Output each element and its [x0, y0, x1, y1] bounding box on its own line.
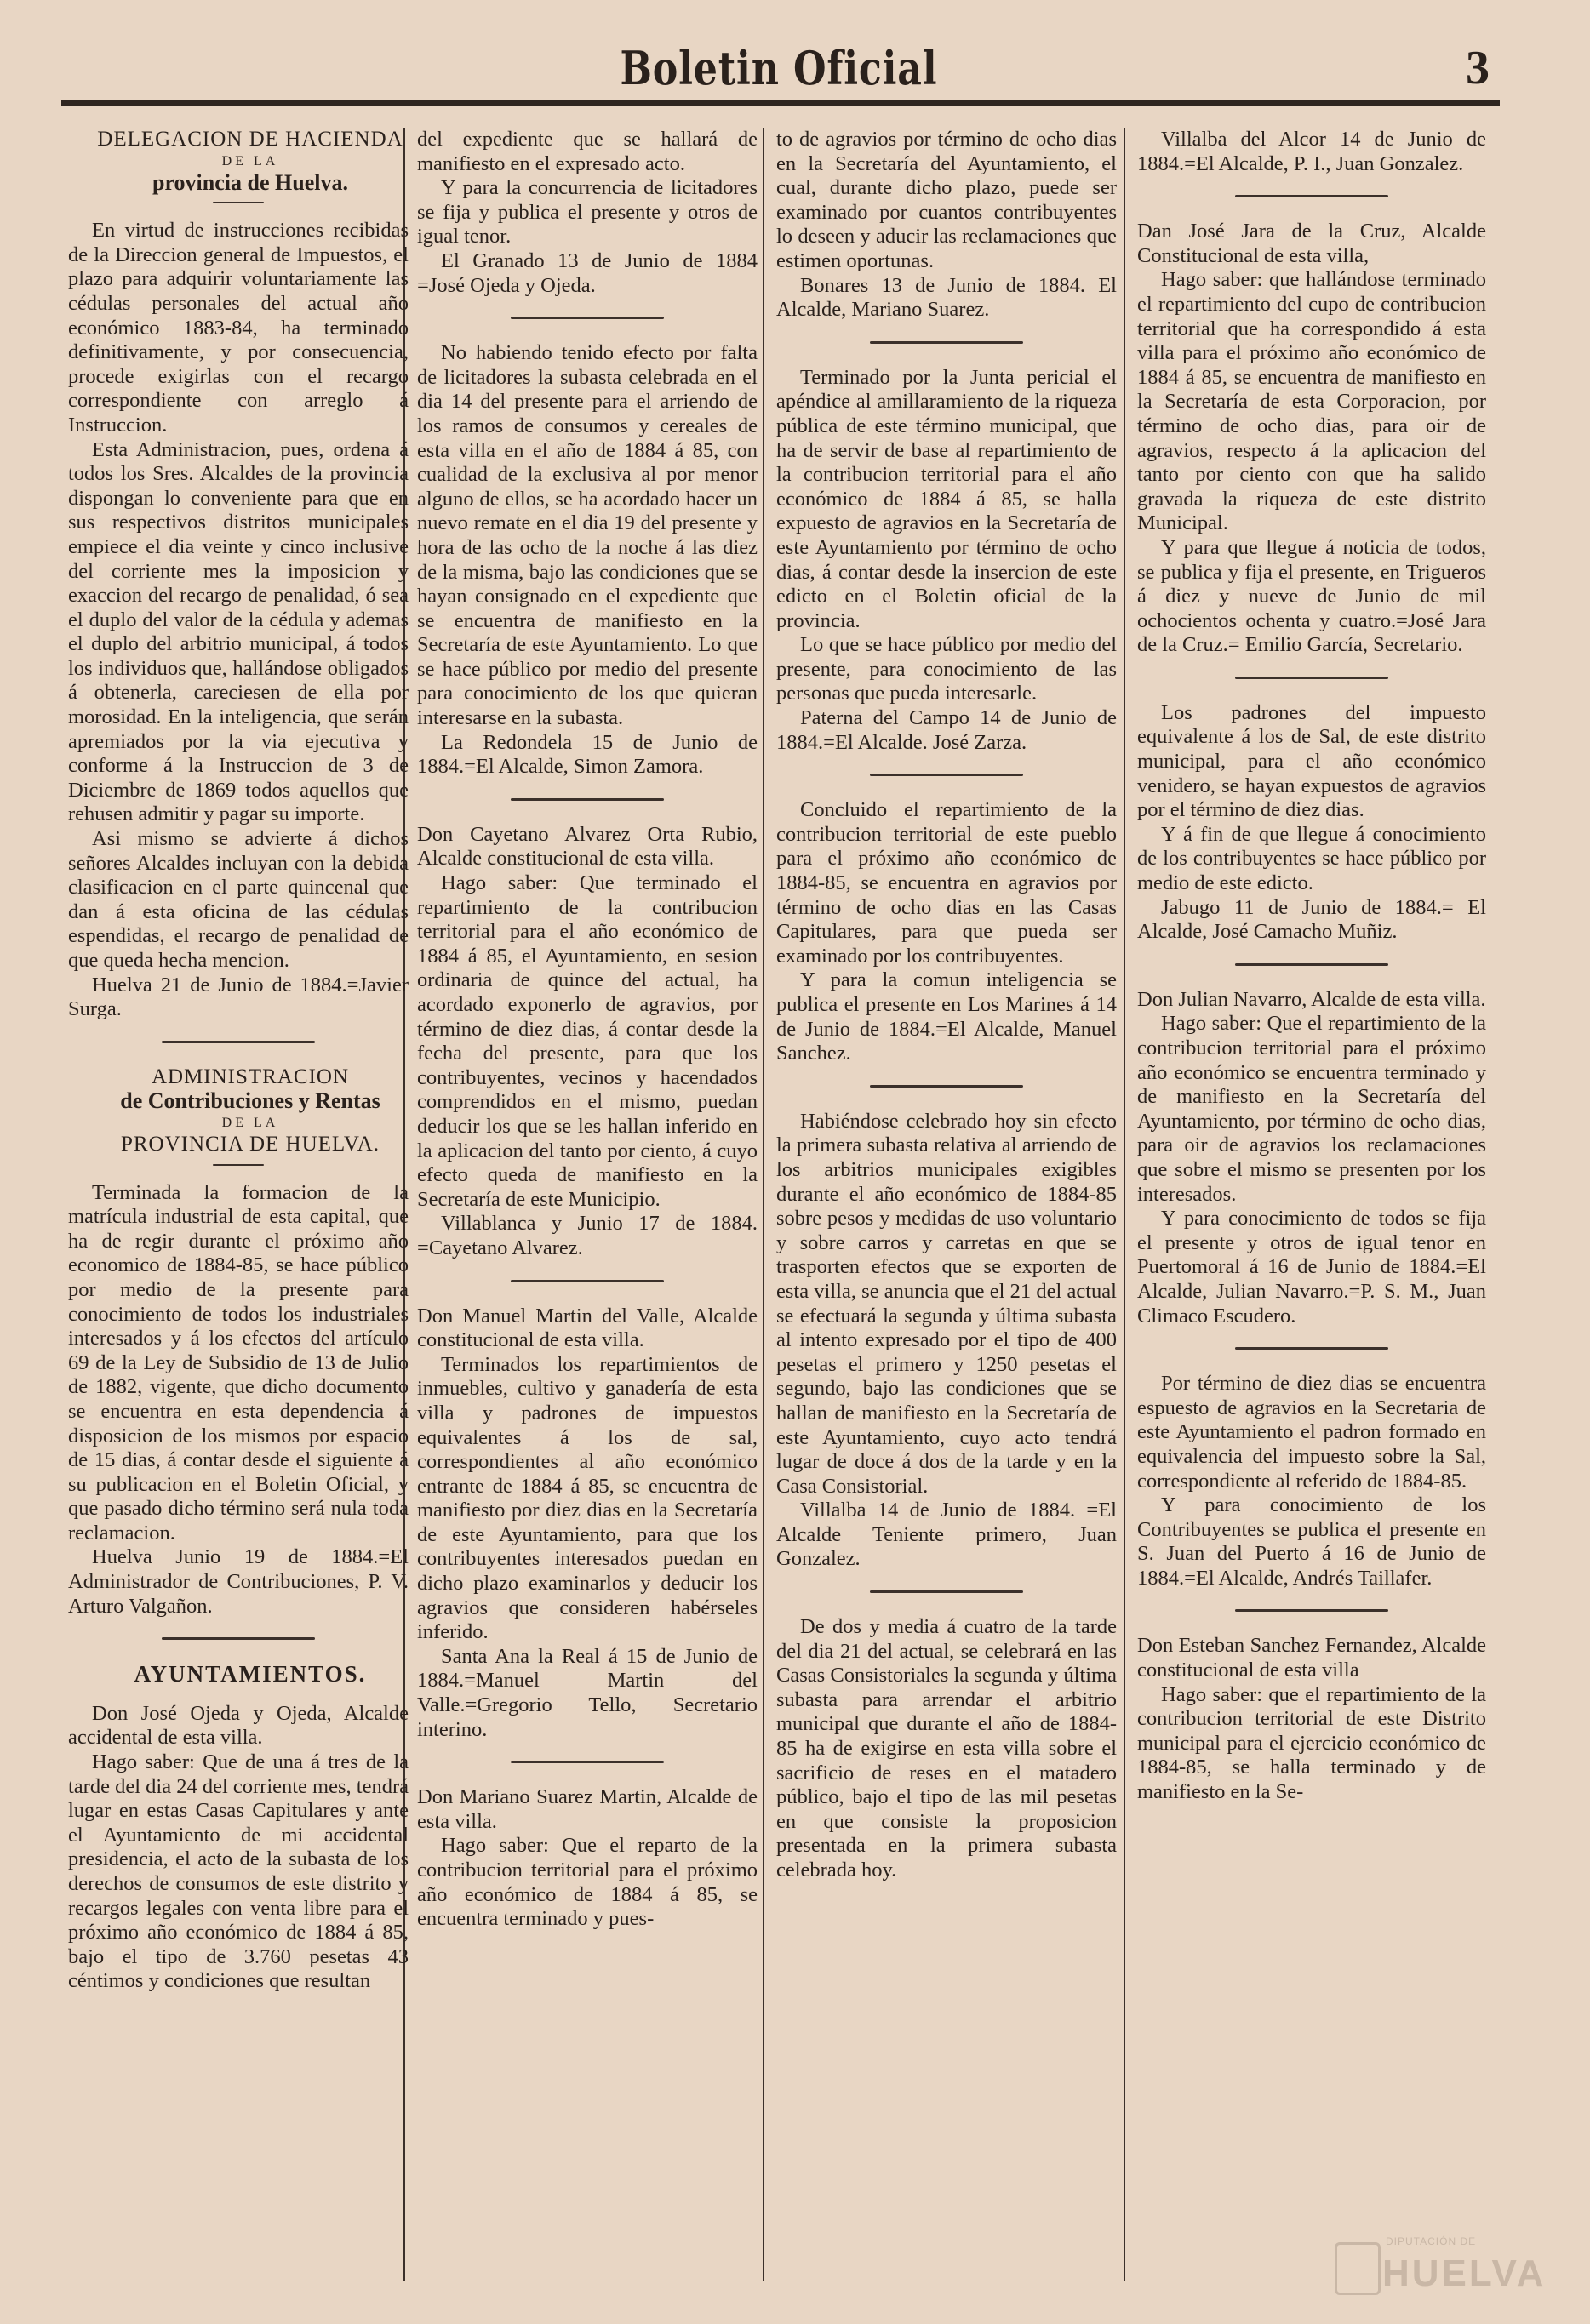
- section-heading: DELEGACION DE HACIENDA: [97, 128, 403, 151]
- section-heading: DE LA: [221, 1115, 279, 1130]
- signature: La Redondela 15 de Junio de 1884.=El Alcalde, Simon Zamora.: [417, 730, 758, 779]
- section-heading: de Contribuciones y Rentas: [120, 1088, 380, 1114]
- paragraph: No habiendo tenido efecto por falta de licitadores la subasta celebrada en el dia 14 del presente para el arriendo de los ramos de consumos y cereales de esta villa en el año de 1884 á 85, con cualidad de la exclusiva al por menor alguno de ellos, se ha acordado hacer un nuevo remate en el dia 19 del presente y hora de las ocho de la noche á las diez de la misma, bajo las condiciones que se hayan consignado en el expediente que se encuentra de manifiesto en la Secretaría de este Ayuntamiento. Lo que se hace público por medio del presente para conocimiento de los que quieran interesarse en la subasta.: [417, 341, 758, 730]
- paragraph: to de agravios por término de ocho dias en la Secretaría del Ayuntamiento, el cual, durante dicho plazo, puede ser examinado por cuantos contribuyentes lo deseen y aducir las reclamaciones que estimen oportunas.: [776, 128, 1117, 272]
- paragraph: Terminados los repartimientos de inmuebles, cultivo y ganadería de esta villa y padrones de impuestos equivalentes á los de sal, correspondientes al año económico entrante de 1884 á 85, se encuentra de manifiesto por diez dias en la Secretaría de este Ayuntamiento, para que los contribuyentes interesados puedan en dicho plazo examinarlos y deducir los agravios que consideren habérseles inferido.: [417, 1352, 758, 1644]
- paragraph: Los padrones del impuesto equivalente á los de Sal, de este distrito municipal, para el año económico venidero, se hayan expuestos de agravios por el término de diez dias.: [1137, 700, 1486, 822]
- notice-heading: Don Cayetano Alvarez Orta Rubio, Alcalde constitucional de esta villa.: [417, 822, 758, 871]
- watermark-line: HUELVA: [1382, 2253, 1547, 2294]
- separator: [1235, 677, 1388, 679]
- notice-heading: Don Mariano Suarez Martin, Alcalde de esta villa.: [417, 1785, 758, 1833]
- paragraph: Concluido el repartimiento de la contribucion territorial de este pueblo para el próximo año económico de 1884-85, se encuentra en agravios por término de ocho dias en las Casas Capitulares, para que pueda ser examinado por los contribuyentes.: [776, 798, 1117, 968]
- signature: Villalba del Alcor 14 de Junio de 1884.=El Alcalde, P. I., Juan Gonzalez.: [1137, 128, 1486, 175]
- separator: [870, 1590, 1023, 1593]
- separator: [511, 317, 664, 319]
- section-heading: PROVINCIA DE HUELVA.: [120, 1132, 380, 1156]
- signature: Villalba 14 de Junio de 1884. =El Alcalde Teniente primero, Juan Gonzalez.: [776, 1499, 1117, 1571]
- paragraph: Habiéndose celebrado hoy sin efecto la primera subasta relativa al arriendo de los arbitrios municipales exigibles durante el año económico de 1884-85 sobre pesos y medidas de uso voluntario y sobre carros y carretas en que se trasporten efectos que se exporten de esta villa, se anuncia que el 21 del actual se efectuará la segunda y última subasta al intento expresado por el tipo de 400 pesetas el primero y 1250 pesetas el segundo, bajo las condiciones que se hallan de manifiesto en la Secretaría de este Ayuntamiento, cuyo acto tendrá lugar de doce á dos de la tarde y en la Casa Consistorial.: [776, 1109, 1117, 1498]
- paragraph: Lo que se hace público por medio del presente, para conocimiento de las personas que pueda interesarle.: [776, 633, 1117, 705]
- column-divider: [763, 128, 764, 2281]
- crest-icon: [1335, 2242, 1381, 2295]
- notice-heading: Don Esteban Sanchez Fernandez, Alcalde constitucional de esta villa: [1137, 1634, 1486, 1682]
- paragraph: Y para conocimiento de los Contribuyentes se publica el presente en S. Juan del Puerto á 16 de Junio de 1884.=El Alcalde, Andrés Taillafer.: [1137, 1493, 1486, 1590]
- paragraph: Terminado por la Junta pericial el apéndice al amillaramiento de la riqueza pública de este término municipal, que ha de servir de base al repartimiento de la contribucion territorial para el año económico de 1884 á 85, se halla expuesto de agravios en la Secretaría de este Ayuntamiento por término de ocho dias, á contar desde la insercion de este edicto en el Boletin oficial de la provincia.: [776, 365, 1117, 632]
- separator: [213, 202, 264, 203]
- separator: [162, 1041, 315, 1043]
- separator: [511, 1761, 664, 1763]
- masthead: [60, 34, 1498, 111]
- notice-heading: Don José Ojeda y Ojeda, Alcalde accidental de esta villa.: [68, 1701, 409, 1750]
- signature: Villablanca y Junio 17 de 1884. =Cayetano Alvarez.: [417, 1212, 758, 1259]
- notice-heading: Don Julian Navarro, Alcalde de esta villa.: [1137, 987, 1486, 1011]
- section-heading: provincia de Huelva.: [152, 169, 348, 195]
- paragraph: Hago saber: que hallándose terminado el repartimiento del cupo de contribucion territorial que ha correspondido á esta villa para el próximo año económico de 1884 á 85, se encuentra de manifiesto en la Secretaría de esta Corporacion, por término de ocho dias, para oir de agravios, respecto á la aplicacion del tanto por ciento con que ha salido gravada la riqueza de este distrito Municipal.: [1137, 268, 1486, 535]
- separator: [870, 774, 1023, 776]
- paragraph: Asi mismo se advierte á dichos señores Alcaldes incluyan con la debida clasificacion en el parte quincenal que dan á esta oficina de las cédulas espendidas, el recargo de penalidad de que queda hecha mencion.: [68, 827, 409, 972]
- column-3: [776, 128, 1117, 2306]
- paragraph: Hago saber: Que de una á tres de la tarde del dia 24 del corriente mes, tendrá lugar en estas Casas Capitulares y ante el Ayuntamiento de mi accidental presidencia, el acto de la subasta de los derechos de consumos de este distrito y recargos legales con venta libre para el próximo año económico de 1884 á 85, bajo el tipo de 3.760 pesetas 43 céntimos y condiciones que resultan: [68, 1750, 409, 1993]
- column-2: [417, 128, 758, 2306]
- separator: [1235, 1609, 1388, 1612]
- paragraph: Y á fin de que llegue á conocimiento de los contribuyentes se hace público por medio de este edicto.: [1137, 822, 1486, 895]
- newspaper-title: Boletin Oficial: [620, 41, 938, 95]
- signature: Paterna del Campo 14 de Junio de 1884.=El Alcalde. José Zarza.: [776, 706, 1117, 754]
- separator: [870, 1085, 1023, 1088]
- separator: [511, 798, 664, 801]
- paragraph: Hago saber: Que el repartimiento de la contribucion territorial para el próximo año económico se encuentra terminado y de manifiesto en la Secretaría del Ayuntamiento, por término de ocho dias, para oir de agravios los reclamaciones que sobre el mismo se presenten por los interesados.: [1137, 1012, 1486, 1206]
- notice-heading: Dan José Jara de la Cruz, Alcalde Constitucional de esta villa,: [1137, 220, 1486, 267]
- watermark-stamp: [1335, 2230, 1547, 2298]
- column-1: [68, 128, 409, 2306]
- paragraph: Esta Administracion, pues, ordena á todos los Sres. Alcaldes de la provincia dispongan lo conveniente para que en sus respectivos distritos municipales empiece el dia veinte y cinco inclusive del corriente mes la imposicion y exaccion del recargo de penalidad, ó sea el duplo del valor de la cédula y ademas el duplo del arbitrio municipal, á todos los individuos que, hallándose obligados á obtenerla, careciesen de ella por morosidad. En la inteligencia, que serán apremiados por la via ejecutiva y conforme á la Instruccion de 3 de Diciembre de 1869 todos aquellos que rehusen admitir y pagar su importe.: [68, 437, 409, 826]
- signature: El Granado 13 de Junio de 1884 =José Ojeda y Ojeda.: [417, 248, 758, 297]
- section-heading: DE LA: [221, 153, 279, 168]
- paragraph: Y para conocimiento de todos se fija el presente y otros de igual tenor en Puertomoral á 16 de Junio de 1884.=El Alcalde, Julian Navarro.=P. S. M., Juan Climaco Escudero.: [1137, 1207, 1486, 1328]
- paragraph: Y para la comun inteligencia se publica el presente en Los Marines á 14 de Junio de 1884.=El Alcalde, Manuel Sanchez.: [776, 968, 1117, 1065]
- separator: [1235, 963, 1388, 966]
- paragraph: En virtud de instrucciones recibidas de la Direccion general de Impuestos, el plazo para adquirir voluntariamente las cédulas personales del actual año económico 1883-84, ha terminado definitivamente, y por consecuencia, procede exigirlas con el recargo correspondiente con arreglo á Instruccion.: [68, 219, 409, 437]
- column-divider: [1124, 128, 1125, 2281]
- separator: [213, 1164, 264, 1166]
- page-number: 3: [1466, 42, 1490, 94]
- watermark-line: DIPUTACIÓN DE: [1386, 2235, 1477, 2247]
- masthead-rule: [61, 100, 1500, 106]
- signature: Bonares 13 de Junio de 1884. El Alcalde, Mariano Suarez.: [776, 273, 1117, 322]
- separator: [1235, 1347, 1388, 1350]
- signature: Santa Ana la Real á 15 de Junio de 1884.=Manuel Martin del Valle.=Gregorio Tello, Secretario interino.: [417, 1644, 758, 1741]
- separator: [162, 1637, 315, 1640]
- paragraph: Y para la concurrencia de licitadores se fija y publica el presente y otros de igual tenor.: [417, 176, 758, 248]
- paragraph: De dos y media á cuatro de la tarde del dia 21 del actual, se celebrará en las Casas Consistoriales la segunda y última subasta para arrendar el arbitrio municipal que durante el año de 1884-85 ha de exigirse en esta villa sobre el sacrificio de reses en el matadero público, bajo el tipo de las mil pesetas en que consiste la proposicion presentada en la primera subasta celebrada hoy.: [776, 1615, 1117, 1881]
- section-heading: ADMINISTRACION: [151, 1065, 350, 1088]
- paragraph: Hago saber: Que el reparto de la contribucion territorial para el próximo año económico de 1884 á 85, se encuentra terminado y pues-: [417, 1834, 758, 1931]
- signature: Huelva Junio 19 de 1884.=El Administrador de Contribuciones, P. V. Arturo Valgañon.: [68, 1545, 409, 1618]
- section-heading: AYUNTAMIENTOS.: [134, 1661, 367, 1687]
- paragraph: Terminada la formacion de la matrícula industrial de esta capital, que ha de regir durante el próximo año economico de 1884-85, se hace público por medio de la presente para conocimiento de todos los industriales interesados y á los efectos del artículo 69 de la Ley de Subsidio de 13 de Julio de 1882, vigente, que dicho documento se encuentra en esta dependencia á disposicion de los mismos por espacio de 15 dias, á contar desde el siguiente á su publicacion en el Boletin Oficial, y que pasado dicho término será nula toda reclamacion.: [68, 1180, 409, 1545]
- signature: Jabugo 11 de Junio de 1884.= El Alcalde, José Camacho Muñiz.: [1137, 895, 1486, 944]
- separator: [870, 341, 1023, 344]
- paragraph: del expediente que se hallará de manifiesto en el expresado acto.: [417, 128, 758, 175]
- notice-heading: Don Manuel Martin del Valle, Alcalde constitucional de esta villa.: [417, 1304, 758, 1352]
- separator: [1235, 195, 1388, 197]
- paragraph: Hago saber: Que terminado el repartimiento de la contribucion territorial para el año económico de 1884 á 85, el Ayuntamiento, en sesion ordinaria de quince del actual, ha acordado exponerlo de agravios, por término de diez dias, á contar desde la fecha del presente, para que los contribuyentes, vecinos y hacendados comprendidos en el mismo, puedan deducir los que se les hallan inferido en la aplicacion del tanto por ciento, á cuyo efecto queda de manifiesto en la Secretaría de este Municipio.: [417, 871, 758, 1211]
- paragraph: Hago saber: que el repartimiento de la contribucion territorial de este Distrito municipal para el ejercicio económico de 1884-85, se halla terminado y de manifiesto en la Se-: [1137, 1682, 1486, 1804]
- signature: Huelva 21 de Junio de 1884.=Javier Surga.: [68, 973, 409, 1021]
- paragraph: Y para que llegue á noticia de todos, se publica y fija el presente, en Trigueros á diez y nueve de Junio de mil ochocientos ochenta y cuatro.=José Jara de la Cruz.= Emilio García, Secretario.: [1137, 535, 1486, 657]
- paragraph: Por término de diez dias se encuentra espuesto de agravios en la Secretaria de este Ayuntamiento el padron formado en equivalencia del impuesto sobre la Sal, correspondiente al referido de 1884-85.: [1137, 1372, 1486, 1493]
- separator: [511, 1280, 664, 1282]
- column-4: [1137, 128, 1486, 2306]
